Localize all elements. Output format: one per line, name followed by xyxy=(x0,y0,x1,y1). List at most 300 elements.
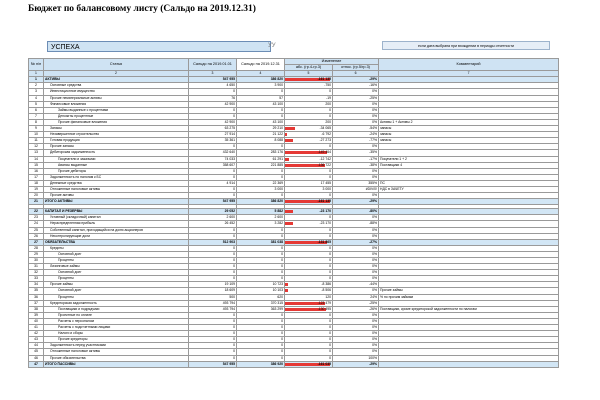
change-abs-value: 0 xyxy=(329,325,331,330)
row-saldo-end: 0 xyxy=(237,113,285,119)
status-field[interactable]: УСПЕХА xyxy=(47,41,271,52)
row-saldo-end: 0 xyxy=(237,245,285,251)
row-saldo-start: 19 109 xyxy=(189,282,237,288)
row-saldo-start: 358 607 xyxy=(189,162,237,168)
row-code: 8 xyxy=(29,119,44,125)
change-abs-value: 0 xyxy=(329,251,331,256)
row-code: 31 xyxy=(29,264,44,270)
row-code: 47 xyxy=(29,361,44,367)
row-change-abs xyxy=(285,89,333,95)
row-saldo-start: 35 361 xyxy=(189,138,237,144)
row-saldo-start: 0 xyxy=(189,349,237,355)
row-change-rel: 0% xyxy=(333,113,379,119)
row-saldo-start: 0 xyxy=(189,174,237,180)
row-change-abs xyxy=(285,186,333,192)
change-abs-value: 0 xyxy=(329,264,331,269)
row-change-abs xyxy=(285,221,333,227)
row-change-abs xyxy=(285,264,333,270)
row-saldo-end: 0 xyxy=(237,318,285,324)
row-code: 5 xyxy=(29,101,44,107)
row-code: 22 xyxy=(29,209,44,215)
change-abs-value: -34 065 xyxy=(319,126,331,131)
column-number: 3 xyxy=(189,71,237,77)
change-abs-value: -750 xyxy=(324,83,331,88)
row-saldo-start: 0 xyxy=(189,227,237,233)
row-label: Прочие кредиторы xyxy=(44,337,189,343)
change-abs-value: 0 xyxy=(329,227,331,232)
row-saldo-start: 493 794 xyxy=(189,300,237,306)
column-number: 6 xyxy=(333,71,379,77)
row-change-abs xyxy=(285,180,333,186)
row-code: 10 xyxy=(29,132,44,138)
row-saldo-end: 21 122 xyxy=(237,132,285,138)
column-number: 5 xyxy=(285,71,333,77)
row-saldo-end: 22 369 xyxy=(237,180,285,186)
row-change-rel: -54% xyxy=(333,126,379,132)
row-saldo-start: 63 275 xyxy=(189,126,237,132)
row-saldo-start: 0 xyxy=(189,258,237,264)
row-change-rel: 0% xyxy=(333,276,379,282)
header-code: № п/п xyxy=(29,59,44,71)
change-abs-value: -161 135 xyxy=(317,199,331,204)
row-change-abs xyxy=(285,258,333,264)
row-change-rel: 0% xyxy=(333,119,379,125)
change-abs-value: 0 xyxy=(329,337,331,342)
row-label: Прочие активы xyxy=(44,193,189,199)
row-saldo-start: 0 xyxy=(189,168,237,174)
row-change-rel: 355% xyxy=(333,180,379,186)
row-change-rel: 0% xyxy=(333,107,379,113)
row-change-rel: -29% xyxy=(333,361,379,367)
row-label: Основной долг xyxy=(44,288,189,294)
row-saldo-start: 0 xyxy=(189,337,237,343)
change-abs-value: 0 xyxy=(329,343,331,348)
row-saldo-start: 500 xyxy=(189,294,237,300)
row-change-rel: -35% xyxy=(333,150,379,156)
row-change-abs xyxy=(285,209,333,215)
row-saldo-start: 42 900 xyxy=(189,119,237,125)
header-change-abs: абс. (гр.4-гр.3) xyxy=(285,65,333,71)
row-saldo-end: 57 xyxy=(237,95,285,101)
row-change-abs xyxy=(285,227,333,233)
row-label: Поставщики и подрядчики xyxy=(44,306,189,312)
change-abs-value: -123 479 xyxy=(317,300,331,305)
row-change-abs xyxy=(285,325,333,331)
row-code: 9 xyxy=(29,126,44,132)
column-number: 4 xyxy=(237,71,285,77)
row-saldo-end: 5 882 xyxy=(237,209,285,215)
row-change-abs xyxy=(285,215,333,221)
row-saldo-start: 547 955 xyxy=(189,199,237,205)
row-change-rel: 0% xyxy=(333,227,379,233)
change-abs-value: 0 xyxy=(329,312,331,317)
row-change-abs xyxy=(285,288,333,294)
row-code: 39 xyxy=(29,312,44,318)
row-saldo-start: 74 033 xyxy=(189,156,237,162)
row-comment: запасы xyxy=(379,138,559,144)
table-row xyxy=(29,361,559,367)
row-label: Прочие займы xyxy=(44,282,189,288)
change-abs-value: -27 273 xyxy=(319,138,331,143)
row-code: 19 xyxy=(29,186,44,192)
row-saldo-start: 0 xyxy=(189,325,237,331)
row-saldo-start: 0 xyxy=(189,144,237,150)
row-change-abs xyxy=(285,282,333,288)
row-change-rel: 0% xyxy=(333,245,379,251)
row-saldo-end: 386 820 xyxy=(237,77,285,83)
row-change-abs xyxy=(285,138,333,144)
row-label: Прочие запасы xyxy=(44,144,189,150)
row-change-rel: 0% xyxy=(333,174,379,180)
change-abs-value: 0 xyxy=(329,174,331,179)
row-code: 17 xyxy=(29,174,44,180)
change-abs-value: -23 170 xyxy=(319,221,331,226)
row-change-rel: 0% xyxy=(333,264,379,270)
row-saldo-start: 29 052 xyxy=(189,209,237,215)
row-saldo-end: 0 xyxy=(237,312,285,318)
row-change-rel: 0% xyxy=(333,312,379,318)
row-saldo-start: 0 xyxy=(189,331,237,337)
header-comment: Комментарий xyxy=(379,59,559,71)
row-code: 15 xyxy=(29,162,44,168)
change-abs-value: 0 xyxy=(329,144,331,149)
row-saldo-start: 0 xyxy=(189,193,237,199)
row-code: 37 xyxy=(29,300,44,306)
row-label: Задолженность по налогам к БС xyxy=(44,174,189,180)
header-article: Статья xyxy=(44,59,189,71)
row-label: Прочие обязательства xyxy=(44,355,189,361)
row-saldo-start: 0 xyxy=(189,107,237,113)
row-code: 25 xyxy=(29,227,44,233)
change-abs-value: 0 xyxy=(329,245,331,250)
change-abs-value: 120 xyxy=(325,294,331,299)
row-saldo-start: 0 xyxy=(189,270,237,276)
row-code: 4 xyxy=(29,95,44,101)
row-change-abs xyxy=(285,251,333,257)
row-label: Нераспределенная прибыль xyxy=(44,221,189,227)
row-saldo-start: 76 xyxy=(189,95,237,101)
row-change-abs xyxy=(285,101,333,107)
row-saldo-end: 3 900 xyxy=(237,83,285,89)
row-change-rel: -16% xyxy=(333,83,379,89)
row-saldo-start: 493 794 xyxy=(189,306,237,312)
row-saldo-start: 2 600 xyxy=(189,215,237,221)
row-comment: запасы xyxy=(379,132,559,138)
change-abs-value: 0 xyxy=(329,355,331,360)
row-code: 20 xyxy=(29,193,44,199)
row-change-abs xyxy=(285,126,333,132)
row-change-abs xyxy=(285,162,333,168)
change-abs-value: -161 035 xyxy=(317,361,331,366)
header-saldo-start: Сальдо на 2019.01.01 xyxy=(189,59,237,71)
row-change-abs xyxy=(285,300,333,306)
row-change-rel: 0% xyxy=(333,349,379,355)
row-code: 38 xyxy=(29,306,44,312)
row-change-rel: 0% xyxy=(333,193,379,199)
row-code: 44 xyxy=(29,343,44,349)
change-abs-value: -136 722 xyxy=(317,162,331,167)
row-change-rel: 0% xyxy=(333,325,379,331)
row-saldo-end: 43 100 xyxy=(237,101,285,107)
row-change-abs xyxy=(285,337,333,343)
row-change-abs xyxy=(285,355,333,361)
row-change-abs xyxy=(285,245,333,251)
row-saldo-start: 0 xyxy=(189,343,237,349)
column-number: 2 xyxy=(44,71,189,77)
row-saldo-end: 0 xyxy=(237,258,285,264)
column-number: 7 xyxy=(379,71,559,77)
row-change-rel: -29% xyxy=(333,199,379,205)
row-saldo-start: 432 640 xyxy=(189,150,237,156)
row-saldo-end: 0 xyxy=(237,107,285,113)
row-label: ИТОГО АКТИВЫ xyxy=(44,199,189,205)
row-saldo-start: 0 xyxy=(189,318,237,324)
row-code: 23 xyxy=(29,215,44,221)
row-code: 35 xyxy=(29,288,44,294)
row-label: Незавершенное строительство xyxy=(44,132,189,138)
row-saldo-end: 0 xyxy=(237,276,285,282)
row-label: Основной долг xyxy=(44,251,189,257)
change-abs-value: 0 xyxy=(329,318,331,323)
row-saldo-start: 0 xyxy=(189,251,237,257)
row-change-abs xyxy=(285,361,333,367)
row-saldo-end: 0 xyxy=(237,337,285,343)
row-change-abs xyxy=(285,199,333,205)
row-comment: Покупатели 1 + 2 xyxy=(379,156,559,162)
report-title: Бюджет по балансовому листу (Сальдо на 2019.12.31) xyxy=(28,4,256,14)
row-code: 34 xyxy=(29,282,44,288)
change-abs-value: 200 xyxy=(325,119,331,124)
row-change-abs xyxy=(285,83,333,89)
row-saldo-end: 0 xyxy=(237,349,285,355)
change-abs-value: 0 xyxy=(329,113,331,118)
change-abs-value: 0 xyxy=(329,215,331,220)
header-changes: Изменение xyxy=(285,59,379,65)
row-change-rel: 0% xyxy=(333,144,379,150)
row-change-abs xyxy=(285,349,333,355)
row-saldo-start: 0 xyxy=(189,264,237,270)
row-code: 24 xyxy=(29,221,44,227)
row-saldo-start: 4 914 xyxy=(189,180,237,186)
change-abs-value: 0 xyxy=(329,107,331,112)
change-abs-value: 200 xyxy=(325,101,331,106)
row-change-abs xyxy=(285,113,333,119)
row-label: Расчеты с персоналом xyxy=(44,318,189,324)
row-change-abs xyxy=(285,270,333,276)
row-change-rel: -24% xyxy=(333,132,379,138)
row-change-rel: 0% xyxy=(333,318,379,324)
row-comment: Прочие займы xyxy=(379,288,559,294)
row-change-abs xyxy=(285,150,333,156)
header-saldo-end: Сальдо на 2019.12.31 xyxy=(237,59,285,71)
row-code: 1 xyxy=(29,77,44,83)
row-code: 28 xyxy=(29,245,44,251)
row-saldo-end: 3 000 xyxy=(237,186,285,192)
row-label: Неконтролирующие доли xyxy=(44,233,189,239)
row-comment xyxy=(379,361,559,367)
row-saldo-end: 386 920 xyxy=(237,361,285,367)
row-saldo-end: 0 xyxy=(237,233,285,239)
row-saldo-end: 620 xyxy=(237,294,285,300)
row-change-rel: #DIV/0! xyxy=(333,186,379,192)
row-label: Основной долг xyxy=(44,270,189,276)
change-abs-value: -6 792 xyxy=(321,132,331,137)
row-label: Задолженность перед участниками xyxy=(44,343,189,349)
row-comment: Активы 1 + Активы 2 xyxy=(379,119,559,125)
row-change-rel: -44% xyxy=(333,282,379,288)
row-label: Налоги и сборы xyxy=(44,331,189,337)
row-change-abs xyxy=(285,331,333,337)
row-code: 42 xyxy=(29,331,44,337)
row-saldo-start: 18 609 xyxy=(189,288,237,294)
row-change-rel: 0% xyxy=(333,215,379,221)
row-code: 3 xyxy=(29,89,44,95)
row-code: 6 xyxy=(29,107,44,113)
change-abs-value: 0 xyxy=(329,331,331,336)
row-change-rel: 0% xyxy=(333,101,379,107)
row-label: ОБЯЗАТЕЛЬСТВА xyxy=(44,239,189,245)
row-saldo-end: 0 xyxy=(237,343,285,349)
row-change-rel: 100% xyxy=(333,355,379,361)
change-abs-value: 0 xyxy=(329,168,331,173)
row-code: 43 xyxy=(29,337,44,343)
unit-label: УУ xyxy=(268,43,276,49)
row-change-rel: -17% xyxy=(333,156,379,162)
row-comment: % по прочим займам xyxy=(379,294,559,300)
row-change-rel: 24% xyxy=(333,294,379,300)
change-abs-value: 17 455 xyxy=(320,180,331,185)
row-label: Лизинговые займы xyxy=(44,264,189,270)
row-saldo-start: 26 452 xyxy=(189,221,237,227)
row-label: Займы выданные с процентами xyxy=(44,107,189,113)
change-abs-value: -149 464 xyxy=(317,150,331,155)
row-saldo-start: 42 900 xyxy=(189,101,237,107)
row-label: Прочие дебиторы xyxy=(44,168,189,174)
row-change-abs xyxy=(285,168,333,174)
row-change-rel: -27% xyxy=(333,239,379,245)
row-saldo-end: 43 100 xyxy=(237,119,285,125)
row-label: Кредиты xyxy=(44,245,189,251)
row-change-abs xyxy=(285,318,333,324)
row-saldo-end: 10 723 xyxy=(237,282,285,288)
row-label: Проценты xyxy=(44,258,189,264)
row-saldo-end: 0 xyxy=(237,89,285,95)
row-code: 21 xyxy=(29,199,44,205)
row-saldo-start: 0 xyxy=(189,113,237,119)
row-label: Уставный (складочный) капитал xyxy=(44,215,189,221)
row-saldo-start: 0 xyxy=(189,186,237,192)
row-code: 13 xyxy=(29,150,44,156)
row-code: 7 xyxy=(29,113,44,119)
row-saldo-start: 0 xyxy=(189,89,237,95)
row-label: АКТИВЫ xyxy=(44,77,189,83)
row-saldo-start: 0 xyxy=(189,233,237,239)
row-label: Прочие нематериальные активы xyxy=(44,95,189,101)
row-change-rel: 0% xyxy=(333,168,379,174)
row-code: 12 xyxy=(29,144,44,150)
change-abs-value: -130 495 xyxy=(317,306,331,311)
row-change-rel: 0% xyxy=(333,343,379,349)
row-change-abs xyxy=(285,294,333,300)
row-saldo-end: 370 315 xyxy=(237,300,285,306)
change-abs-value: -161 135 xyxy=(317,77,331,82)
row-change-rel: -26% xyxy=(333,306,379,312)
row-code: 11 xyxy=(29,138,44,144)
row-saldo-end: 29 210 xyxy=(237,126,285,132)
row-comment: ПС xyxy=(379,180,559,186)
row-saldo-end: 3 282 xyxy=(237,221,285,227)
row-label: Отложенные налоговые активы xyxy=(44,186,189,192)
row-saldo-end: 0 xyxy=(237,331,285,337)
column-number: 1 xyxy=(29,71,44,77)
row-change-abs xyxy=(285,107,333,113)
row-change-abs xyxy=(285,312,333,318)
row-label: Прочие финансовые вложения xyxy=(44,119,189,125)
row-saldo-end: 283 176 xyxy=(237,150,285,156)
row-comment: запасы xyxy=(379,126,559,132)
row-label: Дебиторская задолженность xyxy=(44,150,189,156)
change-abs-value: -12 742 xyxy=(319,156,331,161)
row-change-abs xyxy=(285,77,333,83)
row-label: КАПИТАЛ И РЕЗЕРВЫ xyxy=(44,209,189,215)
row-saldo-end: 8 088 xyxy=(237,138,285,144)
row-saldo-end: 0 xyxy=(237,325,285,331)
row-change-abs xyxy=(285,343,333,349)
row-label: Покупатели и заказчики xyxy=(44,156,189,162)
row-saldo-end: 0 xyxy=(237,355,285,361)
row-saldo-end: 0 xyxy=(237,227,285,233)
row-change-rel: -29% xyxy=(333,77,379,83)
row-saldo-start: 27 914 xyxy=(189,132,237,138)
row-saldo-end: 61 291 xyxy=(237,156,285,162)
row-code: 45 xyxy=(29,349,44,355)
change-abs-value: -19 xyxy=(326,95,331,100)
row-change-rel: 0% xyxy=(333,288,379,294)
row-code: 30 xyxy=(29,258,44,264)
row-code: 33 xyxy=(29,276,44,282)
row-code: 46 xyxy=(29,355,44,361)
row-label: Инвестиционное имущество xyxy=(44,89,189,95)
row-code: 2 xyxy=(29,83,44,89)
row-change-rel: 0% xyxy=(333,331,379,337)
row-change-rel: 0% xyxy=(333,337,379,343)
change-abs-value: 0 xyxy=(329,349,331,354)
row-label: Кредиторская задолженность xyxy=(44,300,189,306)
row-code: 36 xyxy=(29,294,44,300)
row-change-abs xyxy=(285,233,333,239)
row-label: Запасы xyxy=(44,126,189,132)
row-change-rel: -77% xyxy=(333,138,379,144)
change-abs-value: 0 xyxy=(329,233,331,238)
row-code: 14 xyxy=(29,156,44,162)
row-saldo-start: 512 903 xyxy=(189,239,237,245)
change-abs-value: 0 xyxy=(329,89,331,94)
row-change-rel: -80% xyxy=(333,209,379,215)
row-saldo-end: 2 600 xyxy=(237,215,285,221)
row-saldo-end: 221 885 xyxy=(237,162,285,168)
row-saldo-end: 0 xyxy=(237,264,285,270)
row-code: 16 xyxy=(29,168,44,174)
period-note-button[interactable]: если дата выбрана при вхождении в периоды отчетности xyxy=(382,41,550,50)
row-label: Собственный капитал, приходящийся на долю акционеров xyxy=(44,227,189,233)
row-label: Готовая продукция xyxy=(44,138,189,144)
change-abs-value: -8 386 xyxy=(321,282,331,287)
row-label: Денежные средства xyxy=(44,180,189,186)
row-saldo-end: 0 xyxy=(237,270,285,276)
row-comment: Поставщики, кроме кредиторской задолженности по налогам xyxy=(379,306,559,312)
change-abs-value: -8 506 xyxy=(321,288,331,293)
row-saldo-start: 0 xyxy=(189,312,237,318)
